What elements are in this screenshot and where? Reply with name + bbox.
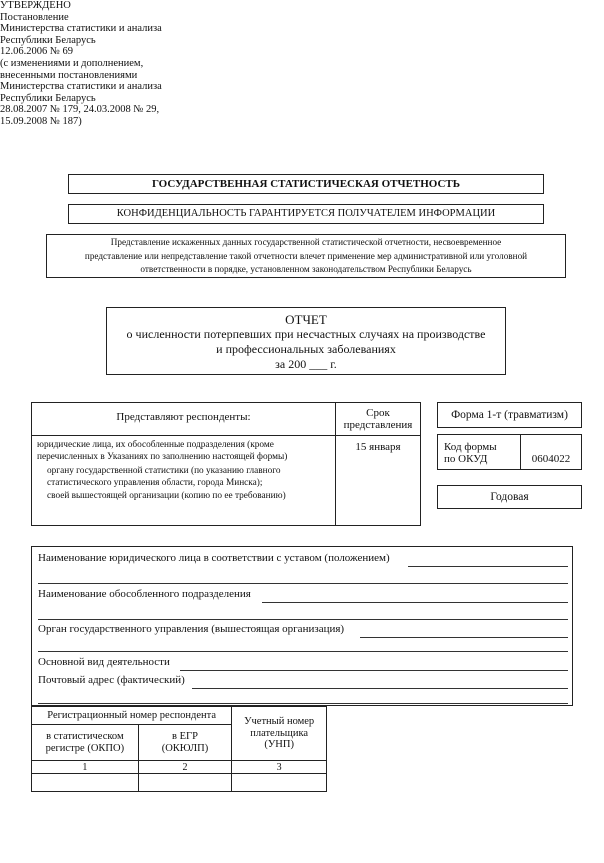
- branch-name-field[interactable]: [262, 602, 568, 603]
- approval-line: Министерства статистики и анализа: [0, 23, 162, 35]
- form-name-box: [437, 402, 582, 428]
- confidentiality-notice: [68, 204, 544, 224]
- activity-label: Основной вид деятельности: [38, 656, 170, 668]
- okyulp-header-line: (ОКЮЛП): [161, 742, 209, 754]
- authority-label: Орган государственного управления (вышестоящая организация): [38, 623, 345, 635]
- form-name: Форма 1-т (травматизм): [451, 409, 568, 421]
- unp-header: [232, 707, 327, 761]
- okyulp-header-line: в ЕГР: [172, 730, 198, 742]
- registration-number-row: [32, 761, 327, 774]
- periodicity-box: [437, 485, 582, 509]
- okpo-header-line: в статистическом: [46, 730, 124, 742]
- respondents-list: [37, 440, 333, 503]
- okud-box: [437, 434, 582, 470]
- deadline-header: [336, 407, 420, 431]
- warning-line: представление или непредставление такой отчетности влечет применение мер административной или уголовной: [84, 250, 528, 261]
- deadline-header-line: Срок: [366, 407, 390, 419]
- address-field[interactable]: [192, 688, 568, 689]
- respondent-item: органу государственной статистики (по указанию главного: [47, 466, 281, 476]
- branch-name-field-line2[interactable]: [38, 619, 568, 620]
- report-period: за 200 ___ г.: [275, 357, 337, 371]
- confidentiality-text: КОНФИДЕНЦИАЛЬНОСТЬ ГАРАНТИРУЕТСЯ ПОЛУЧАТЕЛЕМ ИНФОРМАЦИИ: [116, 208, 496, 219]
- okpo-value-cell[interactable]: [32, 774, 139, 792]
- okyulp-value-cell[interactable]: [138, 774, 232, 792]
- warning-line: Представление искаженных данных государственной статистической отчетности, несвоевременное: [110, 237, 502, 247]
- approval-line: Республики Беларусь: [0, 34, 96, 46]
- column-number: 2: [138, 761, 232, 774]
- okud-label-line: по ОКУД: [444, 453, 488, 465]
- okud-label: [444, 441, 497, 465]
- approval-line: Постановление: [0, 11, 69, 23]
- unp-header-line: плательщика: [250, 727, 309, 739]
- approval-line: 28.08.2007 № 179, 24.03.2008 № 29,: [0, 104, 160, 116]
- registration-table: [31, 706, 327, 792]
- address-label: Почтовый адрес (фактический): [38, 674, 185, 686]
- okpo-header: [32, 725, 139, 761]
- statistical-reporting-title: [68, 174, 544, 194]
- approval-line: Министерства статистики и анализа: [0, 81, 162, 93]
- respondents-table: [31, 402, 421, 526]
- respondent-item: статистического управления области, города Минска);: [47, 477, 263, 488]
- legal-name-field-line2[interactable]: [38, 583, 568, 584]
- report-subtitle: и профессиональных заболеваниях: [216, 342, 396, 356]
- branch-name-label: Наименование обособленного подразделения: [38, 588, 251, 600]
- approval-line: 12.06.2006 № 69: [0, 46, 74, 58]
- periodicity: Годовая: [490, 491, 529, 503]
- registration-group-header: Регистрационный номер респондента: [32, 707, 232, 725]
- column-number: 1: [32, 761, 139, 774]
- okud-code: 0604022: [531, 453, 571, 465]
- approval-line: внесенными постановлениями: [0, 69, 138, 81]
- okud-label-line: Код формы: [444, 441, 497, 453]
- report-title: ОТЧЕТ: [285, 312, 327, 327]
- respondent-info-form: [31, 546, 573, 706]
- approval-line: Республики Беларусь: [0, 92, 96, 104]
- approval-line: (с изменениями и дополнением,: [0, 57, 144, 69]
- liability-warning: [46, 234, 566, 278]
- legal-name-label: Наименование юридического лица в соответствии с уставом (положением): [38, 552, 390, 564]
- unp-header-line: (УНП): [264, 739, 294, 751]
- registration-value-row: [32, 774, 327, 792]
- report-title-box: [106, 307, 506, 375]
- unp-header-line: Учетный номер: [244, 716, 315, 728]
- respondents-header: Представляют респонденты:: [116, 411, 251, 423]
- authority-field-line2[interactable]: [38, 651, 568, 652]
- report-subtitle: о численности потерпевших при несчастных случаях на производстве: [126, 327, 486, 341]
- authority-field[interactable]: [360, 637, 568, 638]
- okpo-header-line: регистре (ОКПО): [45, 742, 125, 754]
- respondent-item: перечисленных в Указаниях по заполнению настоящей формы): [37, 451, 288, 462]
- title-text: ГОСУДАРСТВЕННАЯ СТАТИСТИЧЕСКАЯ ОТЧЕТНОСТЬ: [151, 178, 461, 190]
- approval-line: УТВЕРЖДЕНО: [0, 0, 71, 11]
- legal-name-field[interactable]: [408, 566, 568, 567]
- column-number: 3: [232, 761, 327, 774]
- deadline-value: 15 января: [355, 441, 401, 453]
- registration-header-row: [32, 707, 327, 725]
- respondent-item: юридические лица, их обособленные подразделения (кроме: [37, 440, 274, 450]
- approval-line: 15.09.2008 № 187): [0, 115, 82, 127]
- deadline-header-line: представления: [343, 419, 413, 431]
- address-field-line2[interactable]: [38, 703, 568, 704]
- warning-line: ответственности в порядке, установленном законодательством Республики Беларусь: [140, 264, 472, 274]
- okyulp-header: [138, 725, 232, 761]
- unp-value-cell[interactable]: [232, 774, 327, 792]
- approval-stamp: [0, 0, 230, 128]
- respondent-item: своей вышестоящей организации (копию по ее требованию): [47, 491, 286, 501]
- activity-field[interactable]: [180, 670, 568, 671]
